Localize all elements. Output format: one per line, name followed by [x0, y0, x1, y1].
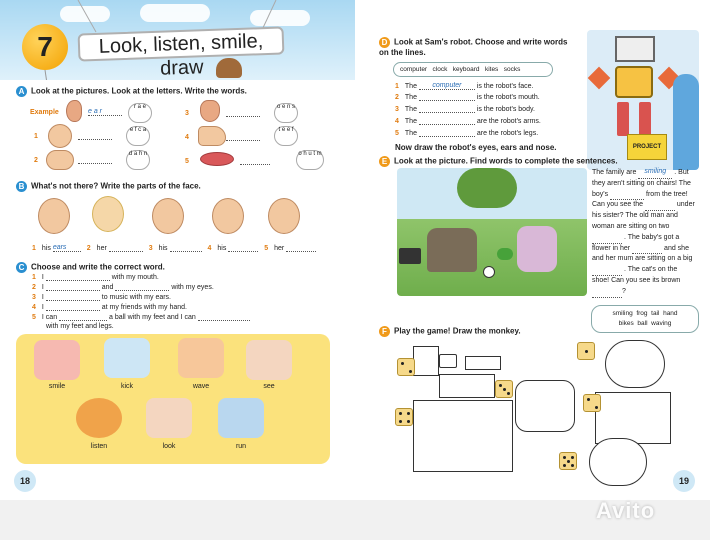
dice-icon — [397, 358, 415, 376]
face-girl-2 — [268, 198, 300, 234]
e-blank-6[interactable] — [592, 297, 622, 298]
a-item-1-blank[interactable] — [78, 133, 112, 140]
e-word-bank: smiling frog tail hand bikes ball waving — [591, 305, 699, 333]
verb-look: look — [162, 443, 176, 450]
smile-picture — [34, 340, 80, 380]
a-item-3: 3 — [185, 110, 189, 117]
section-d-badge: D — [379, 37, 390, 48]
see-picture — [246, 340, 292, 380]
d-line-4: 4 The are the robot's arms. — [395, 118, 541, 125]
hand-picture — [46, 150, 74, 170]
a-item-4-letters: t e e f — [274, 126, 298, 146]
robot-clock-body — [615, 66, 653, 98]
d-line-1: 1 The computer is the robot's face. — [395, 82, 534, 90]
wave-picture — [178, 338, 224, 378]
c-line-4: 4 I at my friends with my hand. — [32, 304, 187, 311]
d-blank-1[interactable]: computer — [419, 82, 475, 90]
robot-kite-arm-left — [588, 67, 611, 90]
a-item-5: 5 — [185, 158, 189, 165]
tile-feet[interactable] — [515, 380, 575, 432]
ear-picture — [66, 100, 82, 122]
section-a-instruction: A Look at the pictures. Look at the letters. Write the words. — [16, 86, 247, 97]
section-e-instruction: E Look at the picture. Find words to complete the sentences. — [379, 156, 618, 167]
ball — [483, 266, 495, 278]
c-blank-1[interactable] — [46, 280, 110, 281]
b-answer-5[interactable] — [286, 251, 316, 252]
d-line-3: 3 The is the robot's body. — [395, 106, 535, 113]
avito-watermark: Avito — [596, 498, 656, 523]
d-line-2: 2 The is the robot's mouth. — [395, 94, 540, 101]
e-text: The family are smiling . But they aren't sitting on chairs! The boy's from the tree! Can you see the under his sister? The old man and woman are sitting on two . The baby's got a flower in her and she and her mum are sitting on a big . The cat's on the shoe! Can you see its brown ? — [592, 167, 696, 298]
b-answer-2[interactable] — [109, 251, 143, 252]
a-item-5-blank[interactable] — [240, 158, 270, 165]
left-page — [0, 0, 355, 500]
nose-picture — [200, 100, 220, 122]
c-blank-5b[interactable] — [198, 320, 250, 321]
tile-head[interactable] — [589, 438, 647, 486]
tile-tail[interactable] — [595, 392, 671, 444]
d-blank-4[interactable] — [419, 124, 475, 125]
listen-picture — [76, 398, 122, 438]
dice-icon — [583, 394, 601, 412]
face-boy-2 — [152, 198, 184, 234]
tile-body[interactable] — [413, 400, 513, 472]
face-boy-3 — [212, 198, 244, 234]
dice-icon — [577, 342, 595, 360]
page-number-right: 19 — [673, 470, 695, 492]
section-e-badge: E — [379, 156, 390, 167]
section-b-badge: B — [16, 181, 27, 192]
look-picture — [146, 398, 192, 438]
face-boy-1 — [38, 198, 70, 234]
e-blank-3[interactable] — [592, 243, 622, 244]
section-f-badge: F — [379, 326, 390, 337]
d-follow-up: Now draw the robot's eyes, ears and nose. — [395, 143, 557, 152]
project-sign: PROJECT — [627, 134, 667, 160]
section-f-instruction: F Play the game! Draw the monkey. — [379, 326, 521, 337]
tile-mouth[interactable] — [439, 374, 495, 398]
verb-run: run — [235, 443, 247, 450]
unit-number-balloon: 7 — [22, 24, 68, 70]
mother-and-baby — [517, 226, 557, 272]
section-d-instruction: D Look at Sam's robot. Choose and write words on the lines. — [379, 37, 568, 57]
run-picture — [218, 398, 264, 438]
frog — [497, 248, 513, 260]
dice-icon — [395, 408, 413, 426]
a-item-2-letters: d a h n — [126, 150, 150, 170]
c-blank-4[interactable] — [46, 310, 100, 311]
boy-with-robot — [673, 74, 699, 170]
example-label: Example — [30, 109, 59, 116]
tree — [457, 168, 517, 208]
a-item-1-letters: e f c a — [126, 126, 150, 146]
c-blank-2b[interactable] — [115, 290, 169, 291]
page-number-left: 18 — [14, 470, 36, 492]
foot-picture — [198, 126, 226, 146]
face-girl-1 — [92, 196, 124, 232]
b-answers: 1 his ears 2 her 3 his 4 his 5 her — [32, 244, 316, 252]
c-blank-3[interactable] — [46, 300, 100, 301]
right-page — [355, 0, 710, 500]
section-c-badge: C — [16, 262, 27, 273]
c-blank-5a[interactable] — [59, 320, 107, 321]
dice-icon — [495, 380, 513, 398]
c-line-5-continued: with my feet and legs. — [46, 323, 114, 330]
camera-on-tripod — [399, 248, 421, 264]
verb-smile: smile — [48, 383, 66, 390]
d-blank-2[interactable] — [419, 100, 475, 101]
a-item-5-letters: o h u t m — [296, 150, 324, 170]
example-letters: r a e — [128, 103, 152, 123]
c-line-3: 3 I to music with my ears. — [32, 294, 172, 301]
e-blank-5[interactable] — [592, 275, 622, 276]
d-blank-5[interactable] — [419, 136, 475, 137]
a-item-1: 1 — [34, 133, 38, 140]
verb-see: see — [263, 383, 275, 390]
unit-title: Look, listen, smile, draw — [78, 26, 285, 61]
tile-face[interactable] — [605, 340, 665, 388]
c-line-1: 1 I with my mouth. — [32, 274, 159, 281]
b-answer-1[interactable]: ears — [53, 244, 81, 252]
b-answer-4[interactable] — [228, 251, 258, 252]
monkey-peek-icon — [216, 58, 242, 78]
c-blank-2a[interactable] — [46, 290, 100, 291]
a-item-2-blank[interactable] — [78, 157, 112, 164]
dice-icon — [559, 452, 577, 470]
e-answer-example[interactable]: smiling — [638, 167, 672, 179]
face-picture — [48, 124, 72, 148]
section-c-instruction: C Choose and write the correct word. — [16, 262, 165, 273]
c-line-2: 2 I and with my eyes. — [32, 284, 214, 291]
example-answer: e a r — [88, 108, 122, 116]
tile-eyes-1[interactable] — [439, 354, 457, 368]
a-item-3-blank[interactable] — [226, 110, 260, 117]
d-word-bank: computer clock keyboard kites socks — [393, 62, 553, 77]
verb-wave: wave — [192, 383, 210, 390]
verb-kick: kick — [120, 383, 134, 390]
robot-computer-head — [615, 36, 655, 62]
section-a-badge: A — [16, 86, 27, 97]
a-item-4-blank[interactable] — [226, 134, 260, 141]
c-line-5: 5 I can a ball with my feet and I can — [32, 314, 250, 321]
d-blank-3[interactable] — [419, 112, 475, 113]
d-line-5: 5 The are the robot's legs. — [395, 130, 539, 137]
verb-listen: listen — [90, 443, 108, 450]
a-item-4: 4 — [185, 134, 189, 141]
a-item-2: 2 — [34, 157, 38, 164]
grandparents — [427, 228, 477, 272]
mouth-picture — [200, 152, 234, 166]
kick-picture — [104, 338, 150, 378]
section-b-instruction: B What's not there? Write the parts of the face. — [16, 181, 201, 192]
tile-eyes-2[interactable] — [465, 356, 501, 370]
robot-sock-leg-left — [617, 102, 629, 136]
robot-sock-leg-right — [639, 102, 651, 136]
family-park-picture — [397, 168, 587, 296]
robot-illustration — [587, 30, 699, 170]
b-answer-3[interactable] — [170, 251, 202, 252]
tile-ear-left[interactable] — [413, 346, 439, 376]
a-item-3-letters: o e n s — [274, 103, 298, 123]
